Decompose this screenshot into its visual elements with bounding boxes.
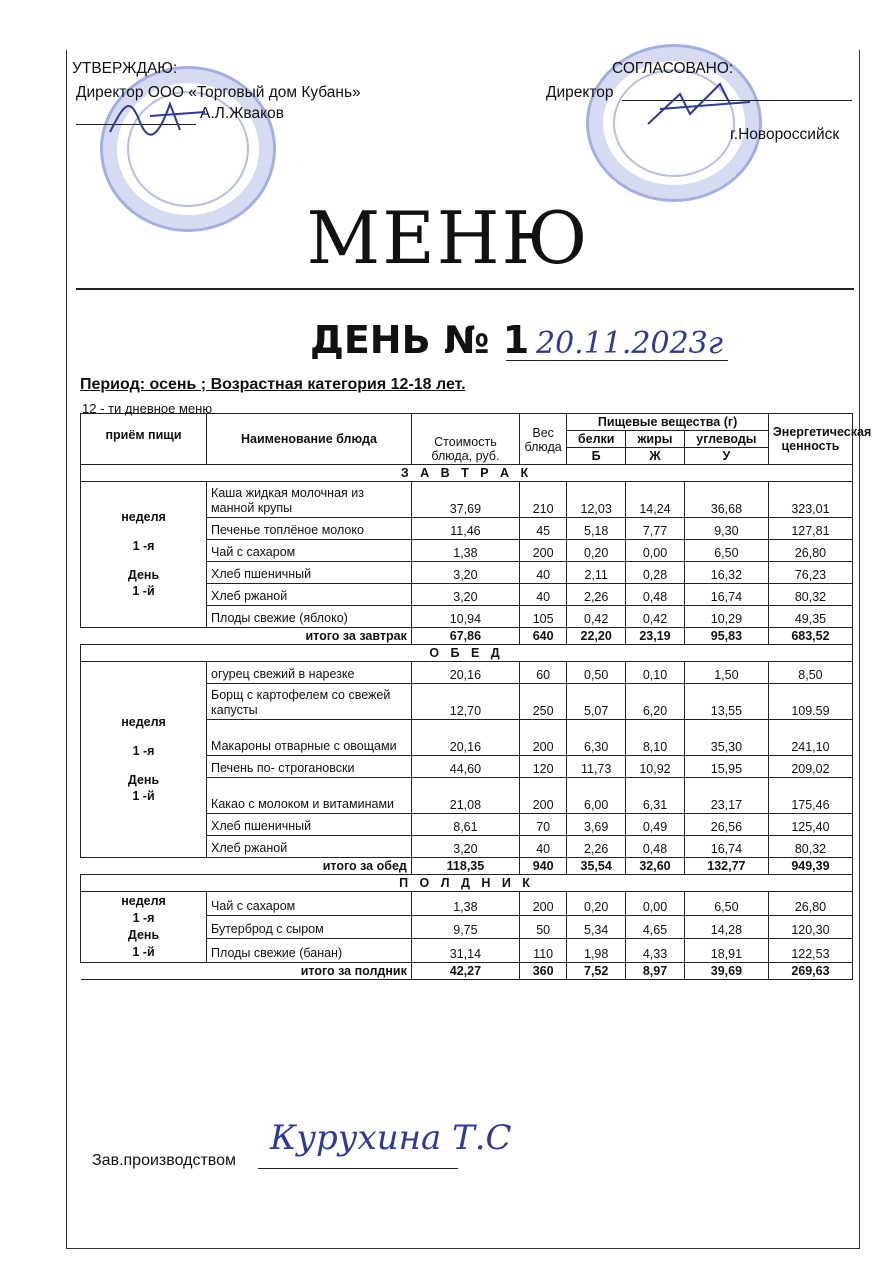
cell-weight: 40 <box>520 562 567 584</box>
cell-dish: Печень по- строгановски <box>207 756 412 778</box>
meal-period-line: 1 -й <box>132 789 155 804</box>
cell-e: 323,01 <box>768 482 852 518</box>
meal-period-line: 1 -я <box>132 910 155 925</box>
footer-label: Зав.производством <box>92 1152 236 1169</box>
cell-e: 26,80 <box>768 892 852 916</box>
cell-u: 23,17 <box>684 778 768 814</box>
cell-weight: 60 <box>520 662 567 684</box>
header-protein: белки <box>567 431 626 448</box>
cell-u: 13,55 <box>684 684 768 720</box>
header-carbs-short: У <box>684 448 768 465</box>
cell-u: 10,29 <box>684 606 768 628</box>
total-label: итого за полдник <box>81 962 412 979</box>
cell-zh: 6,20 <box>626 684 685 720</box>
cell-b: 5,34 <box>567 915 626 939</box>
cell-e: 122,53 <box>768 939 852 963</box>
cell-weight: 120 <box>520 756 567 778</box>
cell-cost: 44,60 <box>411 756 519 778</box>
header-fat: жиры <box>626 431 685 448</box>
day-date: 20.11.2023г <box>536 326 723 361</box>
cell-zh: 0,10 <box>626 662 685 684</box>
cell-zh: 10,92 <box>626 756 685 778</box>
total-e: 949,39 <box>768 858 852 875</box>
cell-zh: 8,10 <box>626 720 685 756</box>
total-b: 7,52 <box>567 962 626 979</box>
cell-weight: 250 <box>520 684 567 720</box>
approve-signature-scribble <box>100 92 210 142</box>
cell-zh: 0,49 <box>626 814 685 836</box>
cell-e: 109.59 <box>768 684 852 720</box>
total-b: 35,54 <box>567 858 626 875</box>
cell-weight: 200 <box>520 778 567 814</box>
cell-u: 15,95 <box>684 756 768 778</box>
cell-b: 5,07 <box>567 684 626 720</box>
cell-zh: 0,48 <box>626 584 685 606</box>
meal-period-line: неделя <box>121 509 166 524</box>
cell-b: 0,50 <box>567 662 626 684</box>
meal-period-line: День <box>127 772 160 787</box>
cell-dish: Бутерброд с сыром <box>207 915 412 939</box>
cell-e: 8,50 <box>768 662 852 684</box>
cell-cost: 3,20 <box>411 584 519 606</box>
section-row <box>81 875 853 892</box>
cell-zh: 0,48 <box>626 836 685 858</box>
agree-heading: СОГЛАСОВАНО: <box>612 60 734 77</box>
cell-b: 0,20 <box>567 892 626 916</box>
cell-e: 120,30 <box>768 915 852 939</box>
cell-zh: 4,65 <box>626 915 685 939</box>
cell-weight: 45 <box>520 518 567 540</box>
cell-u: 36,68 <box>684 482 768 518</box>
cell-weight: 50 <box>520 915 567 939</box>
section-title: О Б Е Д <box>81 645 853 662</box>
cell-cost: 1,38 <box>411 892 519 916</box>
total-zh: 23,19 <box>626 628 685 645</box>
cell-u: 16,74 <box>684 584 768 606</box>
total-e: 683,52 <box>768 628 852 645</box>
cell-zh: 4,33 <box>626 939 685 963</box>
meal-period-line: неделя <box>121 894 166 908</box>
header-dish: Наименование блюда <box>207 414 412 465</box>
cell-cost: 11,46 <box>411 518 519 540</box>
cell-b: 1,98 <box>567 939 626 963</box>
header-nutrients: Пищевые вещества (г) <box>567 414 769 431</box>
meal-period-line: День <box>127 927 160 942</box>
cell-e: 209,02 <box>768 756 852 778</box>
cell-b: 3,69 <box>567 814 626 836</box>
cell-dish: Печенье топлёное молоко <box>207 518 412 540</box>
header-meal: приём пищи <box>81 414 207 465</box>
cycle-note: 12 - ти дневное меню <box>82 401 213 416</box>
cell-dish: Какао с молоком и витаминами <box>207 778 412 814</box>
total-zh: 8,97 <box>626 962 685 979</box>
total-weight: 640 <box>520 628 567 645</box>
cell-weight: 210 <box>520 482 567 518</box>
cell-cost: 1,38 <box>411 540 519 562</box>
section-row <box>81 465 853 482</box>
cell-weight: 40 <box>520 584 567 606</box>
cell-e: 80,32 <box>768 584 852 606</box>
cell-b: 12,03 <box>567 482 626 518</box>
total-cost: 118,35 <box>411 858 519 875</box>
footer-signature: Курухина Т.С <box>270 1118 512 1158</box>
cell-dish: Плоды свежие (банан) <box>207 939 412 963</box>
total-u: 39,69 <box>684 962 768 979</box>
total-e: 269,63 <box>768 962 852 979</box>
total-row <box>81 962 853 979</box>
period-line: Период: осень ; Возрастная категория 12-18 лет. <box>80 376 466 393</box>
cell-e: 125,40 <box>768 814 852 836</box>
cell-e: 127,81 <box>768 518 852 540</box>
cell-u: 9,30 <box>684 518 768 540</box>
header-cost: Стоимость блюда, руб. <box>411 414 519 465</box>
cell-zh: 6,31 <box>626 778 685 814</box>
cell-dish: Хлеб ржаной <box>207 584 412 606</box>
cell-b: 2,26 <box>567 836 626 858</box>
cell-zh: 7,77 <box>626 518 685 540</box>
meal-period-line: 1 -й <box>132 584 155 599</box>
cell-u: 1,50 <box>684 662 768 684</box>
header-fat-short: Ж <box>626 448 685 465</box>
cell-e: 80,32 <box>768 836 852 858</box>
cell-b: 0,42 <box>567 606 626 628</box>
cell-zh: 0,28 <box>626 562 685 584</box>
total-u: 132,77 <box>684 858 768 875</box>
meal-period-cell <box>81 892 207 963</box>
menu-table <box>80 413 872 980</box>
cell-cost: 37,69 <box>411 482 519 518</box>
cell-dish: огурец свежий в нарезке <box>207 662 412 684</box>
cell-dish: Борщ с картофелем со свежей капусты <box>207 684 412 720</box>
cell-weight: 110 <box>520 939 567 963</box>
cell-zh: 0,42 <box>626 606 685 628</box>
approve-heading: УТВЕРЖДАЮ: <box>72 60 178 77</box>
cell-u: 18,91 <box>684 939 768 963</box>
agree-line2: г.Новороссийск <box>730 126 840 143</box>
meal-period-line: День <box>127 567 160 582</box>
cell-cost: 3,20 <box>411 836 519 858</box>
header-protein-short: Б <box>567 448 626 465</box>
cell-cost: 12,70 <box>411 684 519 720</box>
cell-weight: 40 <box>520 836 567 858</box>
meal-period-cell <box>81 482 207 628</box>
page-title: МЕНЮ <box>306 196 590 280</box>
cell-u: 26,56 <box>684 814 768 836</box>
table-row <box>81 482 853 518</box>
section-title: З А В Т Р А К <box>81 465 853 482</box>
cell-e: 241,10 <box>768 720 852 756</box>
cell-zh: 0,00 <box>626 540 685 562</box>
agree-line1: Директор <box>546 84 614 101</box>
cell-cost: 20,16 <box>411 662 519 684</box>
cell-b: 5,18 <box>567 518 626 540</box>
cell-e: 49,35 <box>768 606 852 628</box>
cell-cost: 8,61 <box>411 814 519 836</box>
cell-weight: 200 <box>520 892 567 916</box>
table-row <box>81 662 853 684</box>
cell-weight: 70 <box>520 814 567 836</box>
day-label: ДЕНЬ № 1 <box>310 318 530 362</box>
header-weight: Вес блюда <box>520 414 567 465</box>
total-b: 22,20 <box>567 628 626 645</box>
approve-line1: Директор ООО «Торговый дом Кубань» <box>76 84 361 101</box>
cell-weight: 200 <box>520 540 567 562</box>
footer-signature-line <box>258 1168 458 1169</box>
meal-period-line: неделя <box>121 714 166 729</box>
cell-e: 76,23 <box>768 562 852 584</box>
cell-cost: 20,16 <box>411 720 519 756</box>
agree-signature-scribble <box>640 74 760 134</box>
day-date-underline <box>506 360 728 361</box>
cell-u: 16,32 <box>684 562 768 584</box>
meal-period-line: 1 -й <box>132 944 155 959</box>
meal-period-line: 1 -я <box>132 538 155 553</box>
cell-weight: 200 <box>520 720 567 756</box>
cell-b: 2,26 <box>567 584 626 606</box>
cell-zh: 0,00 <box>626 892 685 916</box>
cell-b: 6,00 <box>567 778 626 814</box>
title-rule <box>76 288 854 290</box>
cell-e: 175,46 <box>768 778 852 814</box>
total-row <box>81 628 853 645</box>
cell-dish: Каша жидкая молочная из манной крупы <box>207 482 412 518</box>
total-label: итого за завтрак <box>81 628 412 645</box>
cell-dish: Хлеб пшеничный <box>207 814 412 836</box>
cell-zh: 14,24 <box>626 482 685 518</box>
cell-cost: 10,94 <box>411 606 519 628</box>
total-weight: 360 <box>520 962 567 979</box>
total-weight: 940 <box>520 858 567 875</box>
cell-b: 0,20 <box>567 540 626 562</box>
cell-cost: 3,20 <box>411 562 519 584</box>
cell-b: 6,30 <box>567 720 626 756</box>
cell-e: 26,80 <box>768 540 852 562</box>
meal-period-line: 1 -я <box>132 743 155 758</box>
total-label: итого за обед <box>81 858 412 875</box>
cell-dish: Чай с сахаром <box>207 892 412 916</box>
cell-cost: 31,14 <box>411 939 519 963</box>
cell-u: 35,30 <box>684 720 768 756</box>
meal-period-cell <box>81 662 207 858</box>
cell-dish: Хлеб ржаной <box>207 836 412 858</box>
cell-cost: 9,75 <box>411 915 519 939</box>
cell-u: 14,28 <box>684 915 768 939</box>
cell-dish: Макароны отварные с овощами <box>207 720 412 756</box>
cell-dish: Хлеб пшеничный <box>207 562 412 584</box>
section-row <box>81 645 853 662</box>
menu-body <box>81 465 853 980</box>
header-energy: Энергетическая ценность <box>768 414 852 465</box>
cell-weight: 105 <box>520 606 567 628</box>
cell-u: 16,74 <box>684 836 768 858</box>
total-u: 95,83 <box>684 628 768 645</box>
cell-dish: Плоды свежие (яблоко) <box>207 606 412 628</box>
cell-cost: 21,08 <box>411 778 519 814</box>
total-zh: 32,60 <box>626 858 685 875</box>
section-title: П О Л Д Н И К <box>81 875 853 892</box>
total-row <box>81 858 853 875</box>
cell-b: 2,11 <box>567 562 626 584</box>
total-cost: 67,86 <box>411 628 519 645</box>
header-carbs: углеводы <box>684 431 768 448</box>
cell-dish: Чай с сахаром <box>207 540 412 562</box>
cell-u: 6,50 <box>684 540 768 562</box>
cell-u: 6,50 <box>684 892 768 916</box>
cell-b: 11,73 <box>567 756 626 778</box>
table-row <box>81 892 853 916</box>
approve-line2: А.Л.Жваков <box>200 105 284 122</box>
total-cost: 42,27 <box>411 962 519 979</box>
